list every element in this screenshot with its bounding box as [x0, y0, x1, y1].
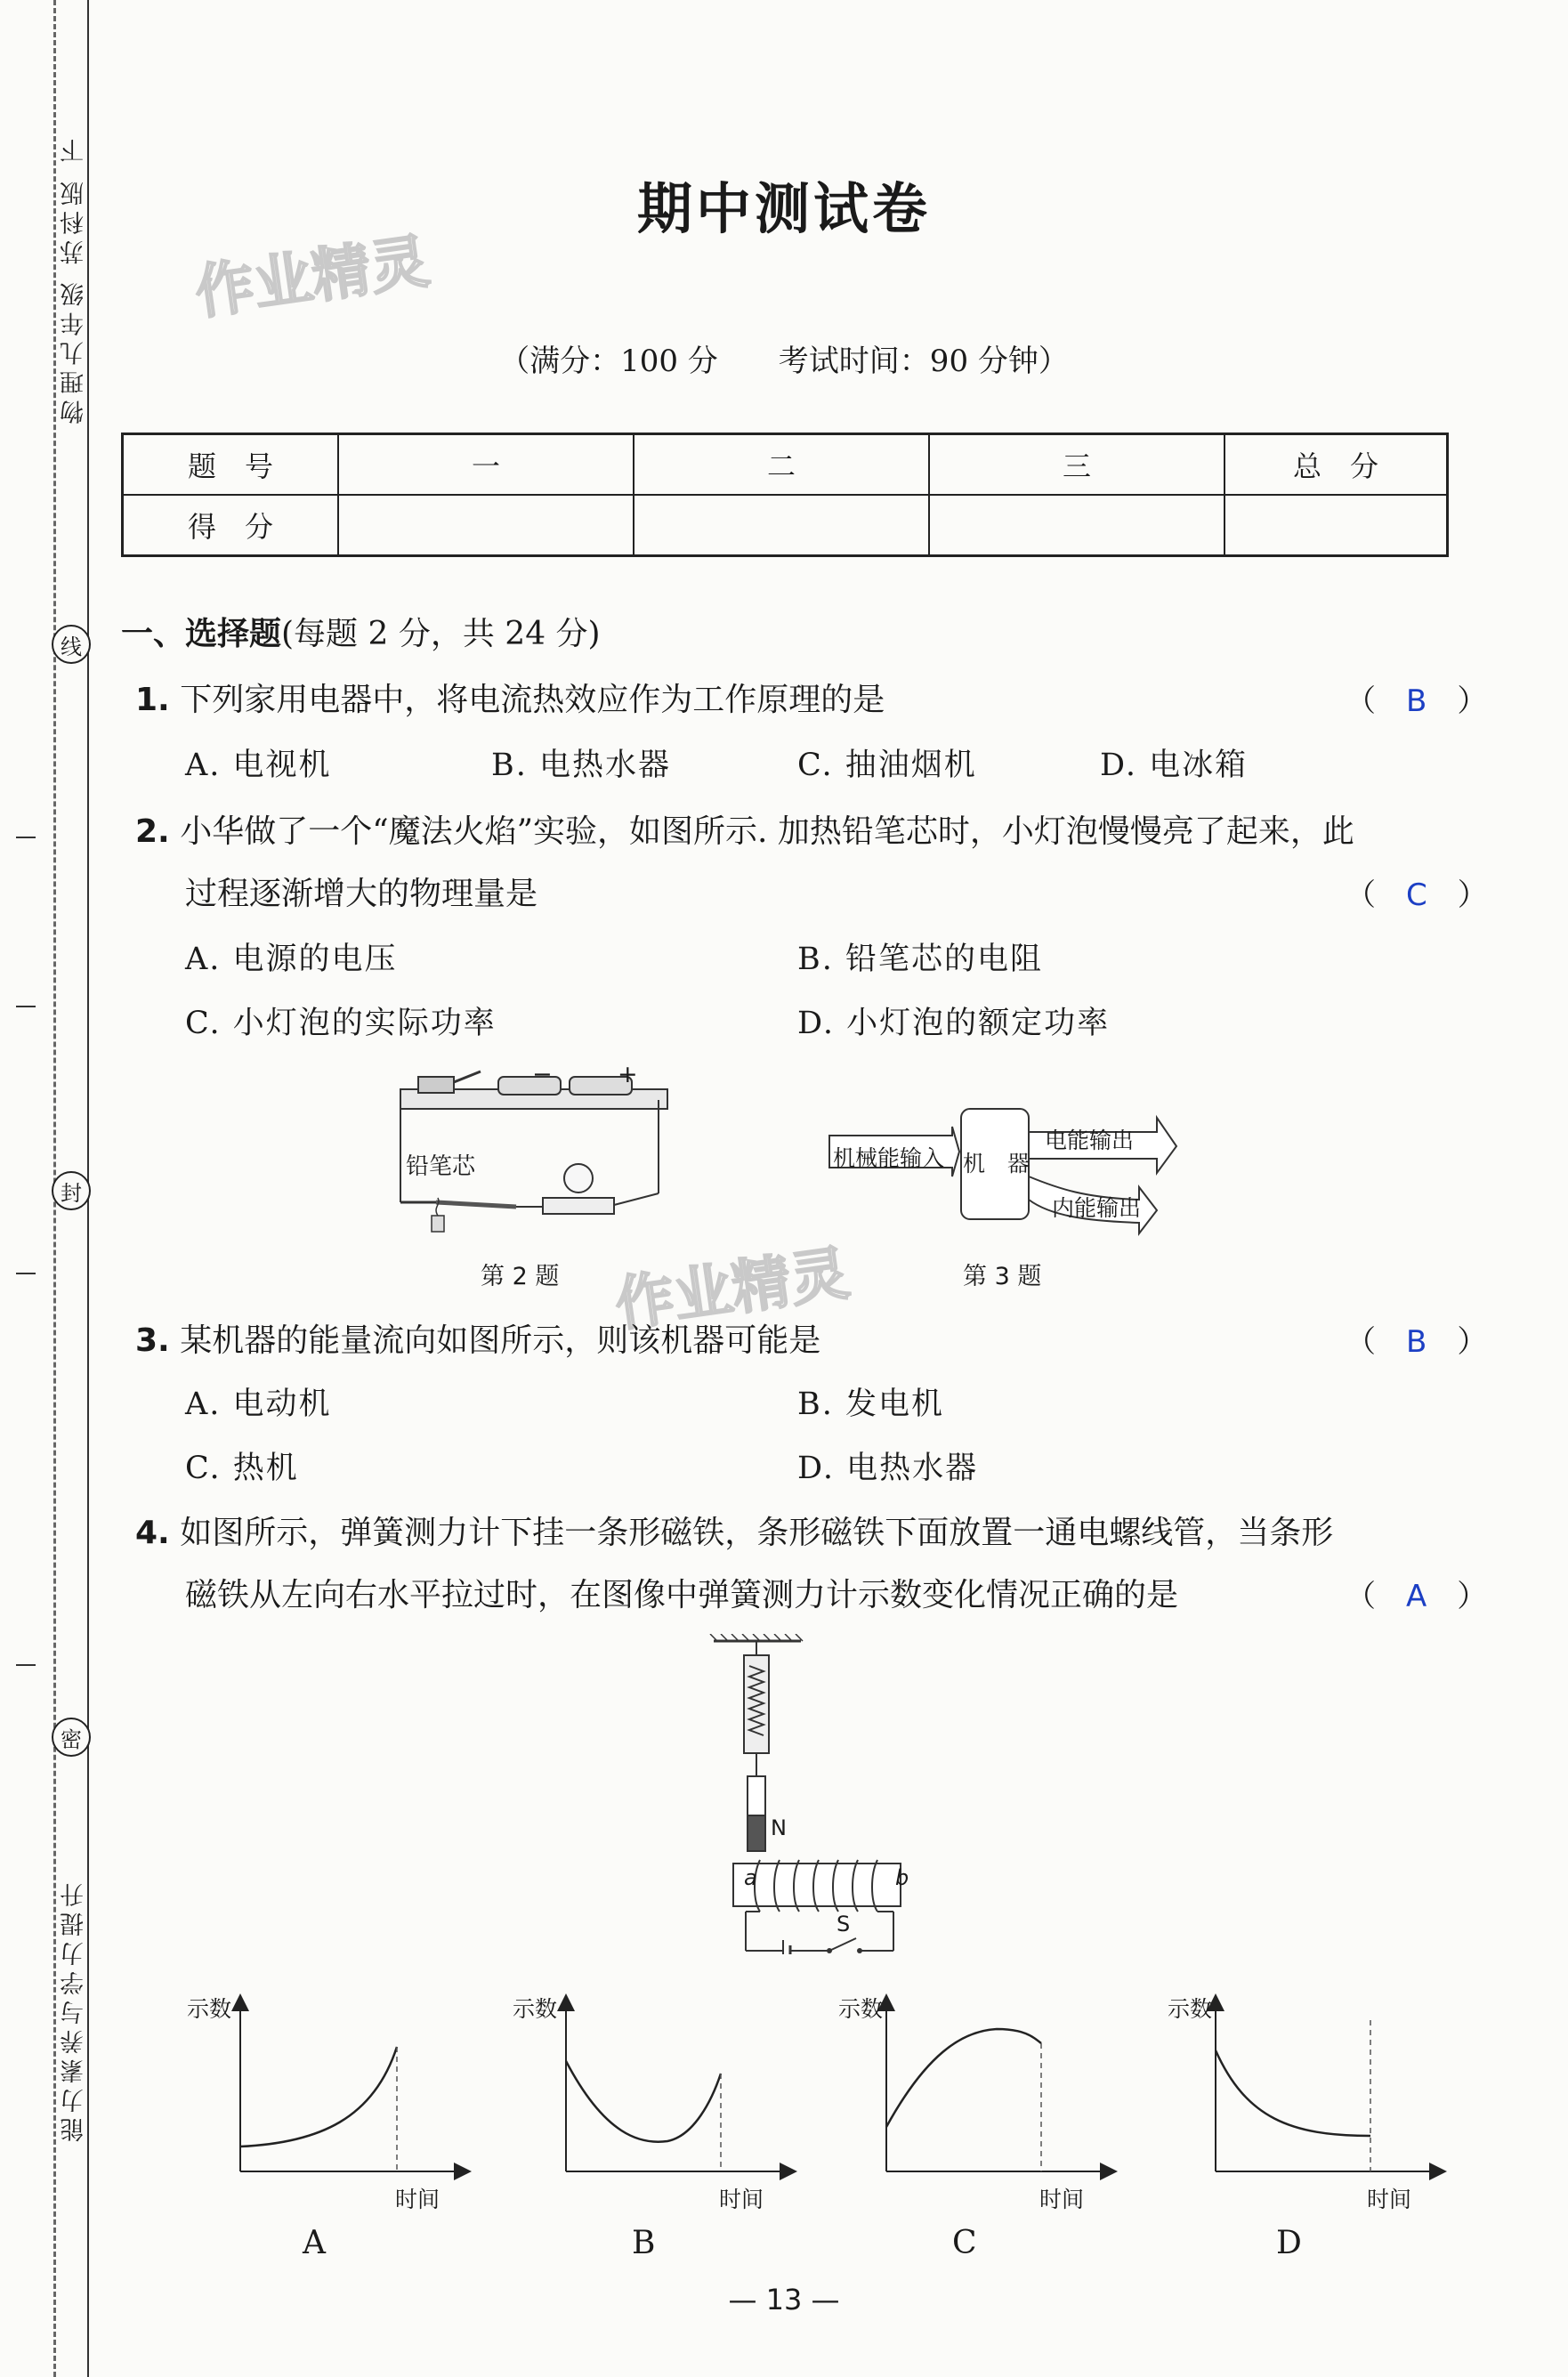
graph-a-ylabel: 示数	[187, 1996, 232, 2022]
label-pencil-lead: 铅笔芯	[406, 1153, 476, 1180]
option-b: B. 铅笔芯的电阻	[797, 942, 1043, 977]
section-title: 一、选择题	[121, 616, 282, 652]
table-row	[123, 495, 1448, 556]
label-minus: −	[532, 1061, 553, 1088]
answer-bracket: （ B ）	[1346, 1324, 1488, 1360]
table-cell: 三	[929, 434, 1224, 496]
question-number: 2.	[135, 813, 170, 850]
label-switch: S	[837, 1912, 851, 1936]
table-cell: 一	[338, 434, 634, 496]
question-2	[135, 806, 1354, 852]
page-number: — 13 —	[728, 2283, 840, 2316]
figure-4-apparatus	[703, 1634, 934, 1954]
answer-value: A	[1406, 1579, 1427, 1614]
section-heading	[121, 609, 601, 654]
figure-3-caption: 第 3 题	[963, 1263, 1042, 1290]
margin-blank-line	[16, 1273, 36, 1274]
table-cell: 总 分	[1224, 434, 1448, 496]
graph-c	[886, 2002, 1109, 2171]
option-c: C. 小灯泡的实际功率	[185, 1006, 497, 1041]
label-end-a: a	[744, 1865, 757, 1890]
table-cell: 题 号	[123, 434, 339, 496]
question-4	[135, 1508, 1333, 1553]
graph-c-ylabel: 示数	[838, 1996, 884, 2022]
exam-info: （满分：100 分 考试时间：90 分钟）	[499, 344, 1069, 379]
page-title: 期中测试卷	[636, 176, 931, 241]
answer-graphs	[178, 1993, 1459, 2225]
option-a: A. 电视机	[185, 748, 332, 783]
margin-book-title: 物理九年级 苏科版 下	[61, 133, 88, 424]
answer-value: C	[1406, 877, 1427, 913]
label-n-pole: N	[771, 1815, 787, 1840]
option-c: C. 热机	[185, 1451, 299, 1486]
graph-c-xlabel: 时间	[1039, 2187, 1085, 2212]
question-number: 3.	[135, 1322, 170, 1359]
margin-blank-line	[16, 837, 36, 838]
option-d: D. 小灯泡的额定功率	[797, 1006, 1111, 1041]
seal-envelope: 封	[52, 1171, 91, 1210]
score-input-cell[interactable]	[929, 495, 1224, 556]
score-input-cell[interactable]	[338, 495, 634, 556]
option-d: D. 电热水器	[797, 1451, 979, 1486]
graph-b-xlabel: 时间	[719, 2187, 764, 2212]
graph-b-ylabel: 示数	[513, 1996, 558, 2022]
option-a: A. 电动机	[185, 1387, 332, 1422]
option-b: B. 发电机	[797, 1387, 944, 1422]
watermark-logo: 作业精灵	[190, 226, 433, 327]
answer-value: B	[1406, 1324, 1427, 1360]
label-internal-output: 内能输出	[1052, 1195, 1142, 1221]
answer-bracket: （ C ）	[1346, 877, 1488, 913]
answer-bracket: （ B ）	[1346, 683, 1488, 719]
graph-d-xlabel: 时间	[1367, 2187, 1412, 2212]
question-2-line2: 过程逐渐增大的物理量是	[185, 876, 538, 912]
score-table	[121, 433, 1449, 557]
table-row	[123, 434, 1448, 496]
question-text: 某机器的能量流向如图所示，则该机器可能是	[180, 1322, 821, 1359]
graph-d	[1216, 2002, 1438, 2171]
table-cell: 二	[634, 434, 929, 496]
figure-2-caption: 第 2 题	[481, 1263, 560, 1290]
option-c: C. 抽油烟机	[797, 748, 977, 783]
answer-value: B	[1406, 683, 1427, 719]
margin-series-title: 能力素养与学力提升	[61, 1878, 88, 2142]
section-note: (每题 2 分，共 24 分)	[281, 616, 601, 652]
margin-blank-line	[16, 1664, 36, 1666]
question-4-line2: 磁铁从左向右水平拉过时，在图像中弹簧测力计示数变化情况正确的是	[185, 1577, 1179, 1613]
graph-b	[566, 2002, 788, 2171]
label-end-b: b	[895, 1865, 909, 1890]
label-mechanical-input: 机械能输入	[833, 1145, 945, 1171]
watermark-logo: 作业精灵	[610, 1238, 853, 1339]
answer-bracket: （ A ）	[1346, 1579, 1488, 1614]
score-input-cell[interactable]	[634, 495, 929, 556]
question-1	[135, 675, 885, 720]
graph-d-label: D	[1276, 2225, 1302, 2261]
seal-line: 线	[52, 625, 91, 664]
table-cell: 得 分	[123, 495, 339, 556]
graph-a-label: A	[303, 2225, 326, 2261]
graph-b-label: B	[632, 2225, 656, 2261]
margin-blank-line	[16, 1006, 36, 1007]
graph-a-xlabel: 时间	[395, 2187, 440, 2212]
graph-a	[240, 2002, 463, 2171]
label-electric-output: 电能输出	[1045, 1128, 1135, 1153]
seal-secret: 密	[52, 1718, 91, 1757]
graph-d-ylabel: 示数	[1168, 1996, 1213, 2022]
option-b: B. 电热水器	[491, 748, 671, 783]
question-number: 4.	[135, 1515, 170, 1551]
option-d: D. 电冰箱	[1100, 748, 1249, 783]
question-text: 如图所示，弹簧测力计下挂一条形磁铁，条形磁铁下面放置一通电螺线管，当条形	[180, 1515, 1334, 1551]
score-input-cell[interactable]	[1224, 495, 1448, 556]
question-text: 小华做了一个“魔法火焰”实验，如图所示. 加热铅笔芯时，小灯泡慢慢亮了起来，此	[180, 813, 1354, 850]
label-machine: 机 器	[963, 1151, 1031, 1176]
question-number: 1.	[135, 682, 170, 718]
graph-c-label: C	[952, 2225, 977, 2261]
option-a: A. 电源的电压	[185, 942, 398, 977]
label-plus: +	[618, 1061, 638, 1088]
question-3	[135, 1315, 820, 1361]
question-text: 下列家用电器中，将电流热效应作为工作原理的是	[180, 682, 885, 718]
